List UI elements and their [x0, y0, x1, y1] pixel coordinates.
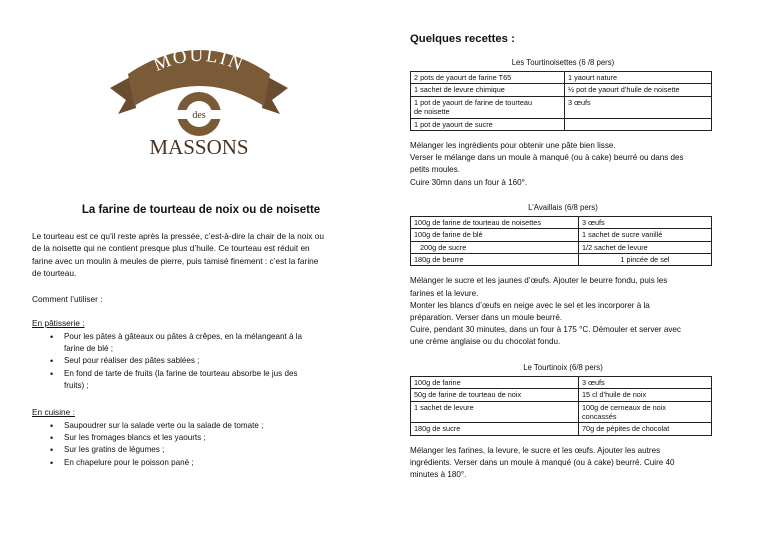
list-item: • Pour les pâtes à gâteaux ou pâtes à crêpes, en la mélangeant à la farine de blé ;	[50, 331, 362, 356]
table-cell: 180g de beurre	[411, 254, 579, 266]
intro-line: de la noisette qui ne contient presque plus d’huile. Ce tourteau est réduit en	[32, 243, 310, 254]
table-cell: 1 sachet de levure	[411, 401, 579, 423]
cuisine-list	[50, 420, 362, 470]
table-row	[411, 401, 712, 423]
instruction-line: Mélanger les farines, la levure, le sucre et les œufs. Ajouter les autres	[410, 445, 661, 455]
recipe-title: Le Tourtinoix (6/8 pers)	[523, 362, 603, 372]
instruction-line: Verser le mélange dans un moule à manqué (ou à cake) beurré ou dans des	[410, 153, 684, 163]
table-row	[411, 118, 712, 130]
table-cell: 3 œufs	[565, 96, 712, 118]
table-cell: 1 pot de yaourt de sucre	[411, 118, 565, 130]
table-cell	[565, 118, 712, 130]
patisserie-heading: En pâtisserie :	[32, 317, 85, 328]
table-cell: 1 pot de yaourt de farine de tourteau de noisette	[411, 96, 565, 118]
table-cell: 3 œufs	[579, 216, 712, 228]
table-cell: 100g de farine	[411, 376, 579, 388]
table-row	[411, 389, 712, 401]
table-cell: 100g de cerneaux de noix concassés	[579, 401, 712, 423]
table-row	[411, 241, 712, 253]
logo-banner-text: MOULIN	[150, 44, 248, 76]
table-cell: 100g de farine de blé	[411, 229, 579, 241]
instruction-line: Mélanger les ingrédients pour obtenir une pâte bien lisse.	[410, 141, 616, 151]
table-cell: 1 yaourt nature	[565, 72, 712, 84]
instruction-line: farines et la levure.	[410, 288, 479, 298]
table-cell: 1 sachet de levure chimique	[411, 84, 565, 96]
left-column	[32, 30, 362, 469]
instruction-line: petits moules.	[410, 165, 460, 175]
intro-line: farine avec un moulin à meules de pierre, puis tamisé finement : c’est la farine	[32, 255, 319, 266]
recipe-instructions	[410, 140, 716, 189]
table-cell: ½ pot de yaourt d’huile de noisette	[565, 84, 712, 96]
instruction-line: Mélanger le sucre et les jaunes d’œufs. Ajouter le beurre fondu, puis les	[410, 276, 668, 286]
table-cell: 180g de sucre	[411, 423, 579, 435]
cuisine-heading: En cuisine :	[32, 406, 75, 417]
document-title: La farine de tourteau de noix ou de noisette	[81, 204, 321, 216]
recipe-title: Les Tourtinoisettes (6 /8 pers)	[511, 58, 615, 67]
right-column	[410, 33, 716, 481]
table-cell: 1 pincée de sel	[579, 254, 712, 266]
list-item: • Seul pour réaliser des pâtes sablées ;	[50, 355, 362, 367]
list-item: • Saupoudrer sur la salade verte ou la salade de tomate ;	[50, 420, 362, 432]
table-row	[411, 216, 712, 228]
table-row	[411, 423, 712, 435]
list-item: • En chapelure pour le poisson pané ;	[50, 457, 362, 469]
instruction-line: minutes à 180°.	[410, 470, 467, 480]
recipe-title: L’Availlais (6/8 pers)	[528, 202, 598, 212]
ingredients-table	[410, 216, 712, 267]
table-row	[411, 72, 712, 84]
intro-paragraph	[32, 230, 362, 280]
table-cell: 1 sachet de sucre vanillé	[579, 229, 712, 241]
table-cell: 2 pots de yaourt de farine T65	[411, 72, 565, 84]
instruction-line: préparation. Verser dans un moule beurré.	[410, 313, 563, 323]
intro-line: de tourteau.	[32, 268, 77, 279]
table-row	[411, 84, 712, 96]
table-cell: 50g de farine de tourteau de noix	[411, 389, 579, 401]
table-cell: 1/2 sachet de levure	[579, 241, 712, 253]
table-cell: 15 cl d’huile de noix	[579, 389, 712, 401]
instruction-line: ingrédients. Verser dans un moule à manqué (ou à cake) beurré. Cuire 40	[410, 457, 675, 467]
table-row	[411, 254, 712, 266]
table-cell: 100g de farine de tourteau de noisettes	[411, 216, 579, 228]
patisserie-list	[50, 331, 362, 393]
logo-small-text: des	[192, 110, 206, 121]
table-row	[411, 376, 712, 388]
recipe-instructions	[410, 275, 716, 348]
recipe-instructions	[410, 445, 716, 482]
list-item: • Sur les gratins de légumes ;	[50, 444, 362, 456]
logo-graphic	[104, 30, 294, 160]
instruction-line: Cuire, pendant 30 minutes, dans un four à 175 °C. Démouler et server avec	[410, 325, 681, 335]
list-item: • En fond de tarte de fruits (la farine de tourteau absorbe le jus des fruits) ;	[50, 368, 362, 393]
table-row	[411, 229, 712, 241]
table-row	[411, 96, 712, 118]
instruction-line: Cuire 30mn dans un four à 160°.	[410, 177, 528, 187]
instruction-line: Monter les blancs d’œufs en neige avec le sel et les incorporer à la	[410, 300, 650, 310]
instruction-line: une crème anglaise ou du chocolat fondu.	[410, 337, 561, 347]
ingredients-table	[410, 376, 712, 436]
table-cell: 3 œufs	[579, 376, 712, 388]
intro-line: Le tourteau est ce qu’il reste après la pressée, c’est-à-dire la chair de la noix ou	[32, 231, 324, 241]
logo-big-text: MASSONS	[149, 135, 249, 159]
ingredients-table	[410, 71, 712, 131]
table-cell: 70g de pépites de chocolat	[579, 423, 712, 435]
list-item: • Sur les fromages blancs et les yaourts ;	[50, 432, 362, 444]
moulin-des-massons-logo	[104, 30, 294, 160]
table-cell: 200g de sucre	[411, 241, 579, 253]
recipes-heading: Quelques recettes :	[410, 33, 515, 45]
usage-heading: Comment l’utiliser :	[32, 293, 103, 304]
